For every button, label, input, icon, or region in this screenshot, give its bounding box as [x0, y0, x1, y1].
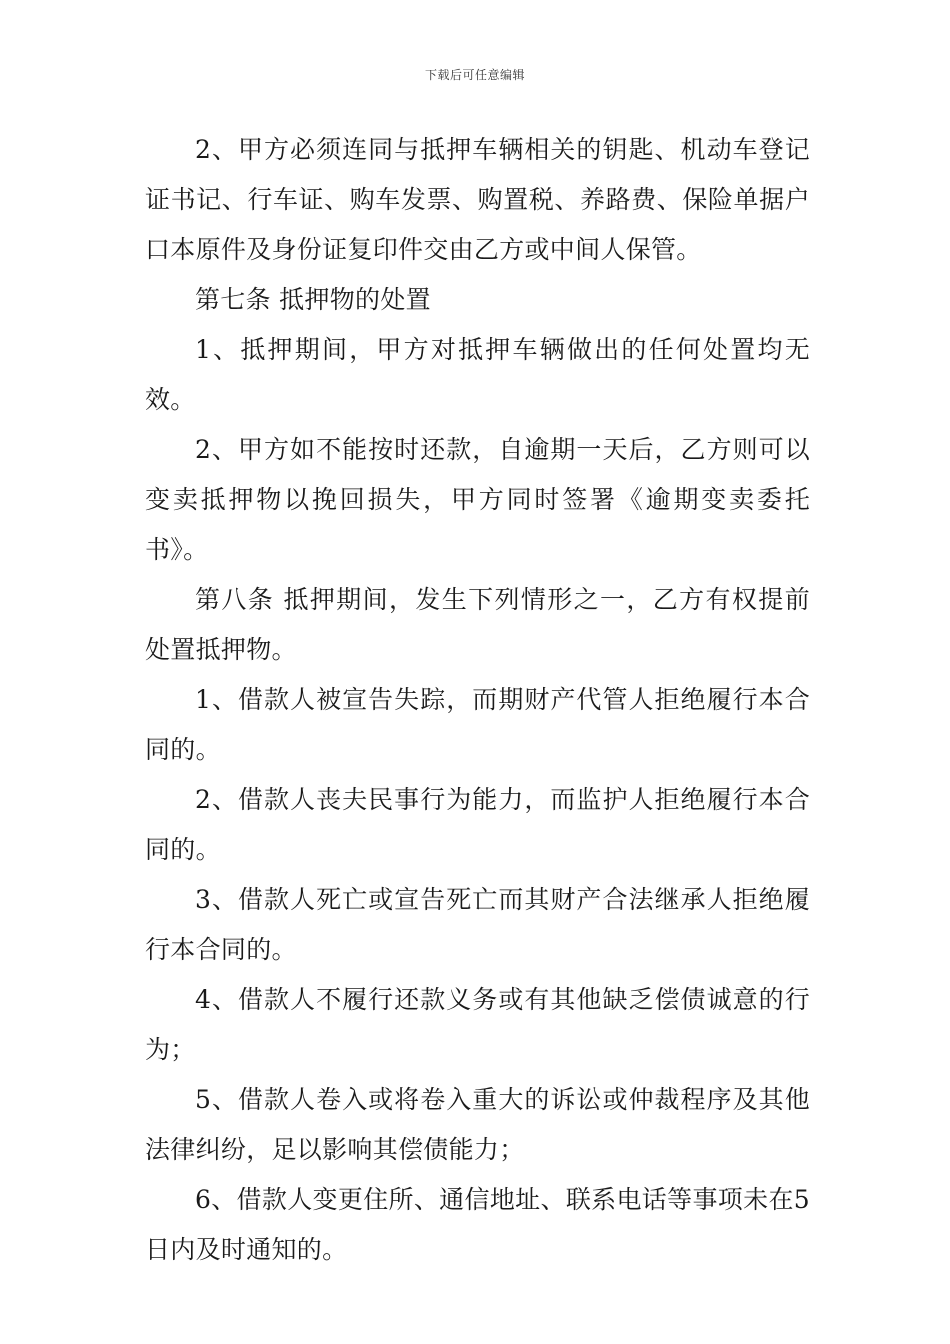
paragraph-article-8-item-4: 4、借款人不履行还款义务或有其他缺乏偿债诚意的行为；	[145, 985, 810, 1064]
paragraph-article-8-item-3: 3、借款人死亡或宣告死亡而其财产合法继承人拒绝履行本合同的。	[145, 885, 810, 964]
paragraph-article-7-item-2: 2、甲方如不能按时还款，自逾期一天后，乙方则可以变卖抵押物以挽回损失，甲方同时签署《逾期变卖委托书》。	[145, 435, 810, 564]
paragraph-clause-6-item-2: 2、甲方必须连同与抵押车辆相关的钥匙、机动车登记证书记、行车证、购车发票、购置税、养路费、保险单据户口本原件及身份证复印件交由乙方或中间人保管。	[145, 135, 810, 264]
paragraph-article-8-item-6: 6、借款人变更住所、通信地址、联系电话等事项未在5日内及时通知的。	[145, 1185, 810, 1264]
paragraph-article-8-item-2: 2、借款人丧夫民事行为能力，而监护人拒绝履行本合同的。	[145, 785, 810, 864]
page-header: 下载后可任意编辑	[424, 68, 525, 82]
paragraph-article-8-item-5: 5、借款人卷入或将卷入重大的诉讼或仲裁程序及其他法律纠纷，足以影响其偿债能力；	[145, 1085, 810, 1164]
paragraph-article-8-item-1: 1、借款人被宣告失踪，而期财产代管人拒绝履行本合同的。	[145, 685, 810, 764]
paragraph-article-7-item-1: 1、抵押期间，甲方对抵押车辆做出的任何处置均无效。	[145, 335, 810, 414]
heading-article-7: 第七条 抵押物的处置	[195, 285, 431, 314]
document-body	[145, 125, 810, 1275]
heading-article-8: 第八条 抵押期间，发生下列情形之一，乙方有权提前处置抵押物。	[145, 585, 810, 664]
